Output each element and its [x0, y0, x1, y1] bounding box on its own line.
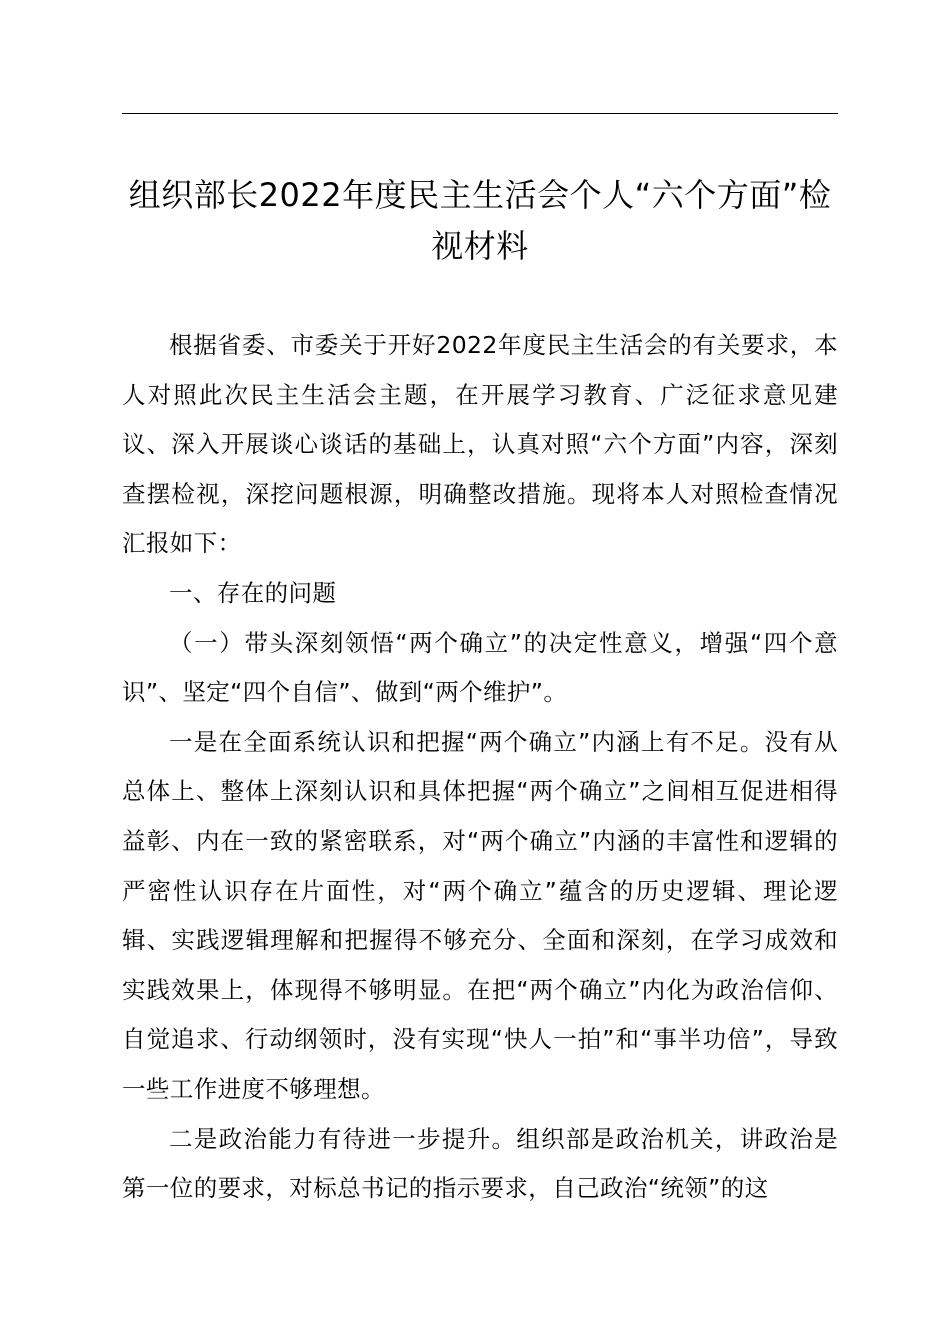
- document-body: [122, 321, 838, 1214]
- header-rule: [122, 113, 838, 114]
- paragraph-point-2: 二是政治能力有待进一步提升。组织部是政治机关，讲政治是第一位的要求，对标总书记的指示要求，自己政治“统领”的这: [122, 1124, 838, 1203]
- document-title: 组织部长2022年度民主生活会个人“六个方面”检视材料: [128, 176, 832, 265]
- subsection-heading-1: （一）带头深刻领悟“两个确立”的决定性意义，增强“四个意识”、坚定“四个自信”、做到“两个维护”。: [122, 628, 838, 707]
- paragraph-intro: 根据省委、市委关于开好2022年度民主生活会的有关要求，本人对照此次民主生活会主题，在开展学习教育、广泛征求意见建议、深入开展谈心谈话的基础上，认真对照“六个方面”内容，深刻查摆检视，深挖问题根源，明确整改措施。现将本人对照检查情况汇报如下：: [122, 331, 838, 558]
- section-heading-problems: 一、存在的问题: [169, 578, 337, 607]
- paragraph-point-1: 一是在全面系统认识和把握“两个确立”内涵上有不足。没有从总体上、整体上深刻认识和具体把握“两个确立”之间相互促进相得益彰、内在一致的紧密联系，对“两个确立”内涵的丰富性和逻辑的严密性认识存在片面性，对“两个确立”蕴含的历史逻辑、理论逻辑、实践逻辑理解和把握得不够充分、全面和深刻，在学习成效和实践效果上，体现得不够明显。在把“两个确立”内化为政治信仰、自觉追求、行动纲领时，没有实现“快人一拍”和“事半功倍”，导致一些工作进度不够理想。: [122, 727, 838, 1103]
